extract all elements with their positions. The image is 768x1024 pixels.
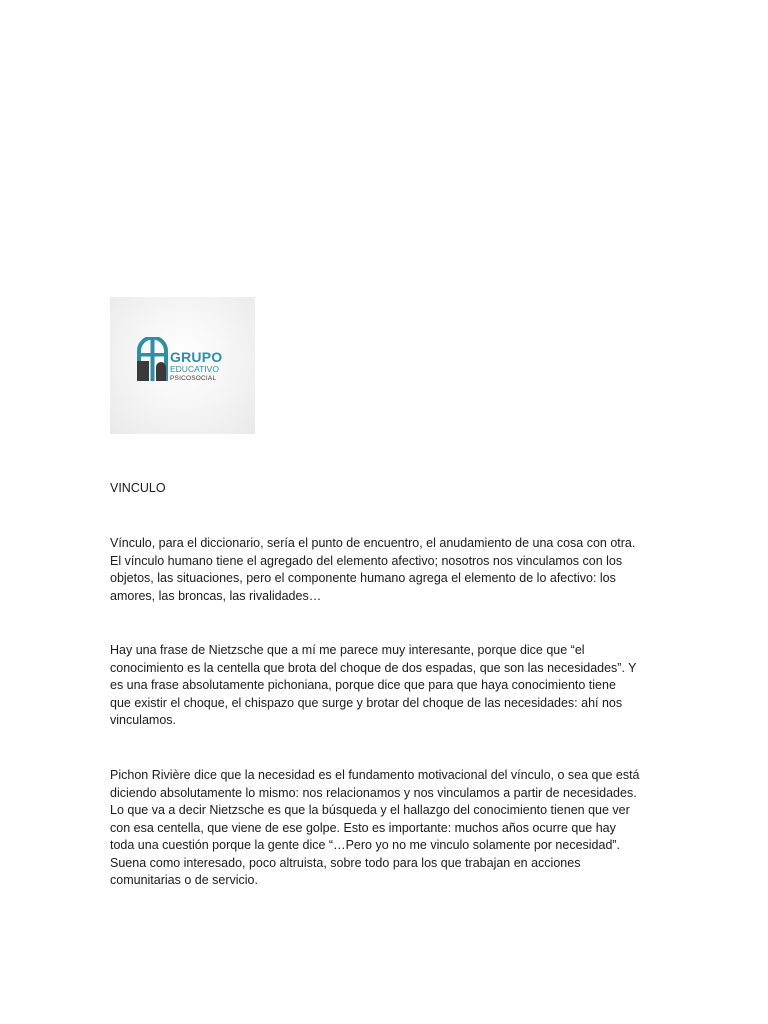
paragraph-3: Pichon Rivière dice que la necesidad es el fundamento motivacional del vínculo, o sea que está diciendo absolutamente lo mismo: nos relacionamos y nos vinculamos a partir de necesidades. Lo que va a decir Nietzsche es que la búsqueda y el hallazgo del conocimiento tienen que ver con esa centella, que viene de ese golpe. Esto es importante: muchos años ocurre que hay toda una cuestión porque la gente dice “…Pero yo no me vinculo solamente por necesidad”. Suena como interesado, poco altruista, sobre todo para los que trabajan en acciones comunitarias o de servicio. [110, 768, 640, 887]
logo-wordmark [170, 350, 222, 382]
logo-line-grupo: GRUPO [170, 349, 223, 365]
paragraph-2: Hay una frase de Nietzsche que a mí me parece muy interesante, porque dice que “el conocimiento es la centella que brota del choque de dos espadas, que son las necesidades”. Y es una frase absolutamente pichoniana, porque dice que para que haya conocimiento tiene que existir el choque, el chispazo que surge y brotar del choque de las necesidades: ahí nos vinculamos. [110, 643, 637, 727]
building-arch-icon [137, 337, 168, 383]
paragraph-1: Vínculo, para el diccionario, sería el punto de encuentro, el anudamiento de una cosa con otra. El vínculo humano tiene el agregado del elemento afectivo; nosotros nos vinculamos con los objetos, las situaciones, pero el componente humano agrega el elemento de lo afectivo: los amores, las broncas, las rivalidades… [110, 536, 636, 603]
logo [110, 297, 255, 434]
logo-line-psicosocial: PSICOSOCIAL [170, 374, 217, 382]
logo-line-educativo: EDUCATIVO [170, 364, 219, 374]
document-title: VINCULO [110, 481, 166, 495]
